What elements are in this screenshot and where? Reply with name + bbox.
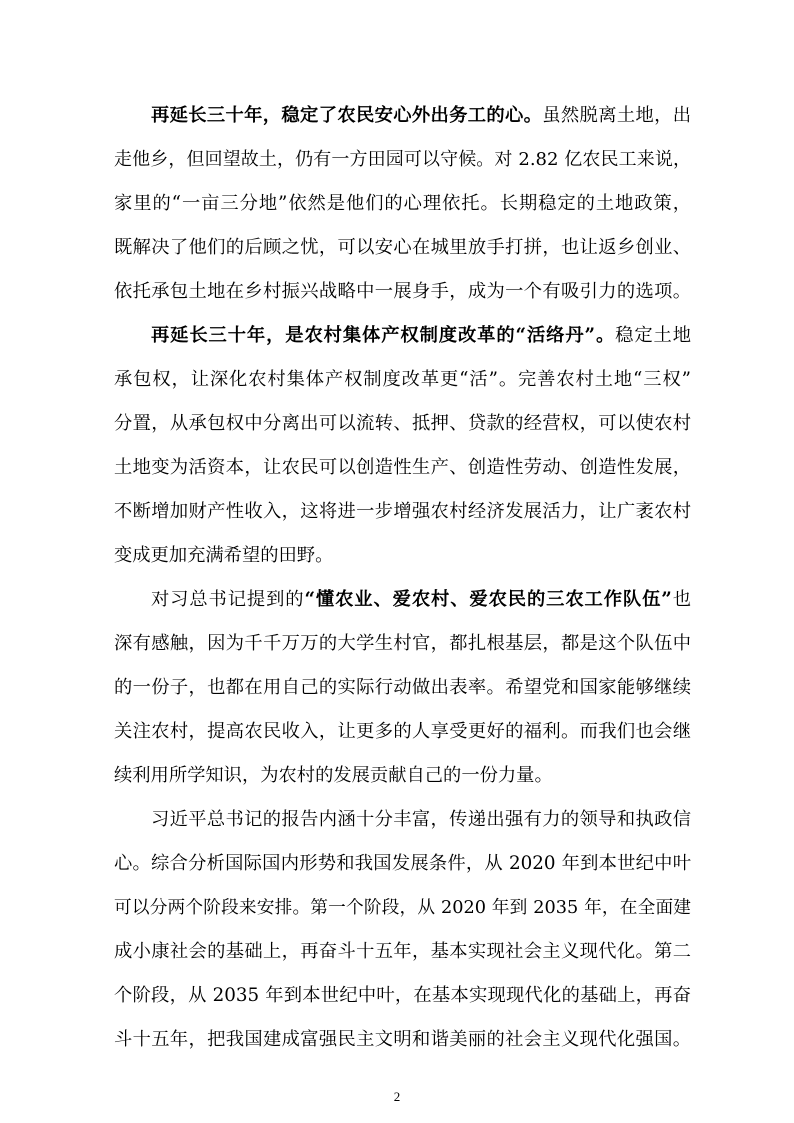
paragraph-2-line-2: 承包权，让深化农村集体产权制度改革更“活”。完善农村土地“三权”: [114, 369, 691, 390]
paragraph-1-line-5: 依托承包土地在乡村振兴战略中一展身手，成为一个有吸引力的选项。: [114, 281, 691, 302]
paragraph-1-line-1-text: 虽然脱离土地，出: [542, 105, 692, 126]
paragraph-1-line-2: 走他乡，但回望故土，仍有一方田园可以守候。对 2.82 亿农民工来说，: [114, 149, 691, 170]
paragraph-1-line-4: 既解决了他们的后顾之忧，可以安心在城里放手打拼，也让返乡创业、: [114, 237, 691, 258]
paragraph-4-line-1: 习近平总书记的报告内涵十分丰富，传递出强有力的领导和执政信: [151, 809, 691, 830]
paragraph-4-line-4: 成小康社会的基础上，再奋斗十五年，基本实现社会主义现代化。第二: [114, 941, 691, 962]
paragraph-2-line-6: 变成更加充满希望的田野。: [114, 545, 334, 566]
paragraph-3-line-2: 深有感触，因为千千万万的大学生村官，都扎根基层，都是这个队伍中: [114, 633, 691, 654]
paragraph-3-line-1-lead: 对习总书记提到的: [151, 589, 305, 610]
paragraph-3-line-1-text: 也: [671, 589, 691, 610]
paragraph-1-line-3: 家里的“一亩三分地”依然是他们的心理依托。长期稳定的土地政策，: [114, 193, 691, 214]
paragraph-4-line-6: 斗十五年，把我国建成富强民主文明和谐美丽的社会主义现代化强国。: [114, 1029, 691, 1050]
page-number: 2: [393, 1089, 401, 1104]
paragraph-2-bold-heading: 再延长三十年，是农村集体产权制度改革的“活络丹”。: [151, 325, 616, 346]
paragraph-3-line-1: [151, 588, 691, 612]
paragraph-2-line-1: [151, 324, 691, 348]
paragraph-2-line-1-text: 稳定土地: [615, 325, 691, 346]
paragraph-2-line-4: 土地变为活资本，让农民可以创造性生产、创造性劳动、创造性发展，: [114, 457, 691, 478]
paragraph-3-line-3: 的一份子，也都在用自己的实际行动做出表率。希望党和国家能够继续: [114, 677, 691, 698]
paragraph-2-line-5: 不断增加财产性收入，这将进一步增强农村经济发展活力，让广袤农村: [114, 501, 691, 522]
paragraph-3-bold-quote: “懂农业、爱农村、爱农民的三农工作队伍”: [304, 589, 672, 610]
paragraph-4-line-5: 个阶段，从 2035 年到本世纪中叶，在基本实现现代化的基础上，再奋: [114, 985, 691, 1006]
paragraph-2-line-3: 分置，从承包权中分离出可以流转、抵押、贷款的经营权，可以使农村: [114, 413, 691, 434]
paragraph-1-bold-heading: 再延长三十年，稳定了农民安心外出务工的心。: [151, 105, 543, 126]
paragraph-4-line-2: 心。综合分析国际国内形势和我国发展条件，从 2020 年到本世纪中叶: [114, 853, 691, 874]
paragraph-4-line-3: 可以分两个阶段来安排。第一个阶段，从 2020 年到 2035 年，在全面建: [114, 898, 691, 918]
paragraph-1-line-1: [151, 104, 691, 128]
paragraph-3-line-4: 关注农村，提高农民收入，让更多的人享受更好的福利。而我们也会继: [114, 721, 691, 742]
paragraph-3-line-5: 续利用所学知识，为农村的发展贡献自己的一份力量。: [114, 765, 553, 786]
